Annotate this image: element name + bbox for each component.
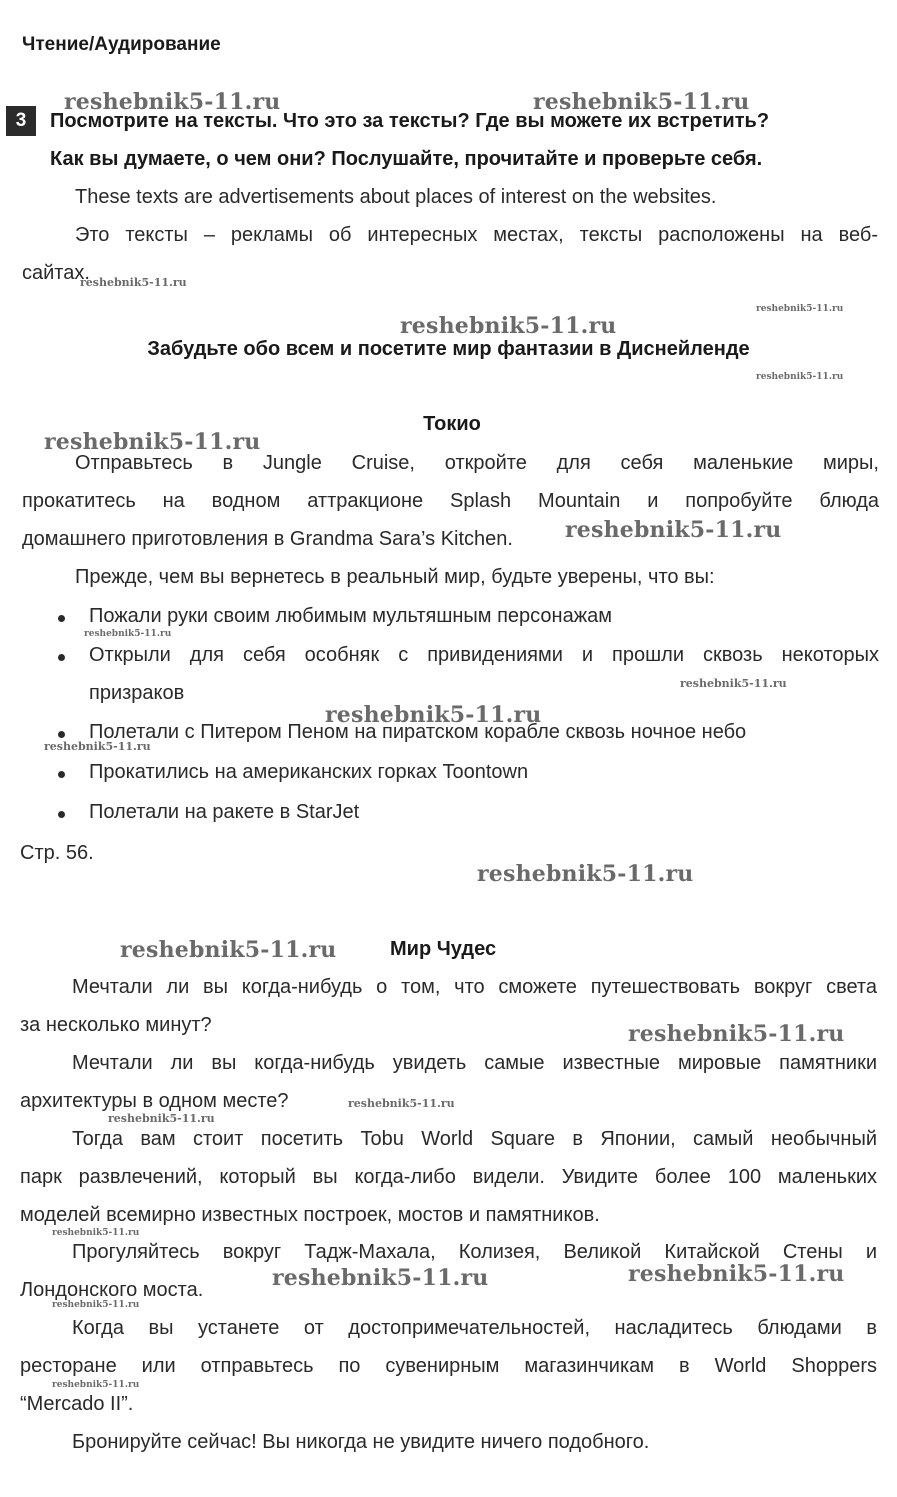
watermark: reshebnik5-11.ru [84,629,172,639]
task-line-2: Как вы думаете, о чем они? Послушайте, прочитайте и проверьте себя. [50,148,763,170]
watermark: reshebnik5-11.ru [533,89,750,115]
disney-city: Токио [423,413,481,435]
bullet-item: Открыли для себя особняк с привидениями и прошли сквозь некоторых [89,644,879,666]
bullet-dot [58,654,65,661]
wonders-p1-line-1: Мечтали ли вы когда-нибудь о том, что сможете путешествовать вокруг света [72,976,877,998]
wonders-p6: Бронируйте сейчас! Вы никогда не увидите ничего подобного. [72,1431,650,1453]
bullet-dot [58,811,65,818]
wonders-p1-line-2: за несколько минут? [20,1014,212,1036]
watermark: reshebnik5-11.ru [272,1265,489,1291]
page-reference: Стр. 56. [20,842,94,864]
bullet-item-continued: призраков [89,682,185,704]
wonders-p5-line-3: “Mercado II”. [20,1393,134,1415]
bullet-item: Полетали с Питером Пеном на пиратском корабле сквозь ночное небо [89,721,747,743]
answer-english: These texts are advertisements about places of interest on the websites. [75,186,717,208]
disney-p1-line-3: домашнего приготовления в Grandma Sara’s Kitchen. [22,528,513,550]
wonders-p4-line-2: Лондонского моста. [20,1279,204,1301]
wonders-p3-line-2: парк развлечений, который вы когда-либо видели. Увидите более 100 маленьких [20,1166,877,1188]
bullet-item: Полетали на ракете в StarJet [89,801,360,823]
watermark: reshebnik5-11.ru [52,1300,140,1310]
watermark: reshebnik5-11.ru [325,702,542,728]
watermark: reshebnik5-11.ru [400,313,617,339]
watermark: reshebnik5-11.ru [44,429,261,455]
watermark: reshebnik5-11.ru [477,861,694,887]
disney-heading: Забудьте обо всем и посетите мир фантазии в Диснейленде [147,338,750,360]
wonders-p4-line-1: Прогуляйтесь вокруг Тадж-Махала, Колизея, Великой Китайской Стены и [72,1241,877,1263]
disney-p1-line-2: прокатитесь на водном аттракционе Splash Mountain и попробуйте блюда [22,490,879,512]
watermark: reshebnik5-11.ru [44,740,151,753]
watermark: reshebnik5-11.ru [52,1228,140,1238]
watermark: reshebnik5-11.ru [108,1112,215,1125]
wonders-p3-line-3: моделей всемирно известных построек, мостов и памятников. [20,1204,600,1226]
answer-russian-line-2: сайтах. [22,262,90,284]
bullet-dot [58,615,65,622]
watermark: reshebnik5-11.ru [680,677,787,690]
bullet-item: Пожали руки своим любимым мультяшным персонажам [89,605,612,627]
disney-intro: Прежде, чем вы вернетесь в реальный мир, будьте уверены, что вы: [75,566,715,588]
watermark: reshebnik5-11.ru [565,517,782,543]
bullet-item: Прокатились на американских горках Toontown [89,761,529,783]
disney-p1-line-1: Отправьтесь в Jungle Cruise, откройте для себя маленькие миры, [75,452,879,474]
watermark: reshebnik5-11.ru [756,372,844,382]
watermark: reshebnik5-11.ru [80,276,187,289]
wonders-p5-line-2: ресторане или отправьтесь по сувенирным магазинчикам в World Shoppers [20,1355,877,1377]
watermark: reshebnik5-11.ru [628,1261,845,1287]
task-number-badge: 3 [6,106,36,136]
wonders-p2-line-2: архитектуры в одном месте? [20,1090,289,1112]
answer-russian-line-1: Это тексты – рекламы об интересных местах, тексты расположены на веб- [75,224,878,246]
watermark: reshebnik5-11.ru [52,1380,140,1390]
watermark: reshebnik5-11.ru [628,1021,845,1047]
watermark: reshebnik5-11.ru [756,304,844,314]
wonders-p3-line-1: Тогда вам стоит посетить Tobu World Square в Японии, самый необычный [72,1128,877,1150]
bullet-dot [58,771,65,778]
wonders-p5-line-1: Когда вы устанете от достопримечательностей, насладитесь блюдами в [72,1317,877,1339]
bullet-dot [58,731,65,738]
task-line-1: Посмотрите на тексты. Что это за тексты? Где вы можете их встретить? [50,110,770,132]
wonders-heading: Мир Чудес [390,938,497,960]
watermark: reshebnik5-11.ru [120,937,337,963]
section-title: Чтение/Аудирование [22,34,221,55]
wonders-p2-line-1: Мечтали ли вы когда-нибудь увидеть самые известные мировые памятники [72,1052,877,1074]
watermark: reshebnik5-11.ru [64,89,281,115]
watermark: reshebnik5-11.ru [348,1097,455,1110]
